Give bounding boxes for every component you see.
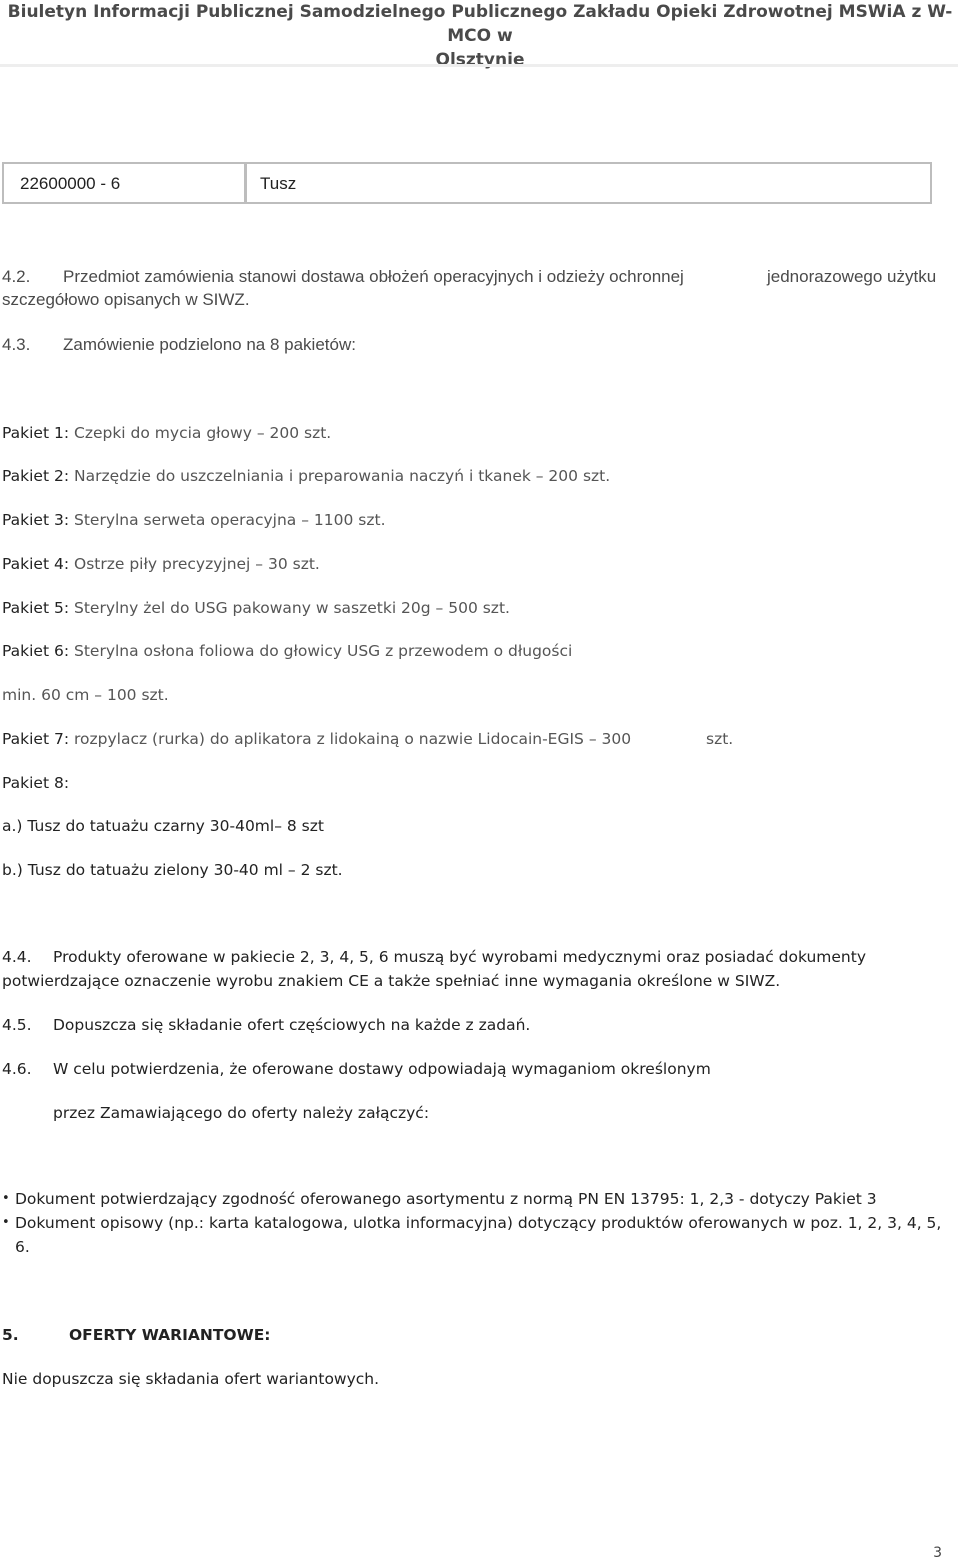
- header-divider: [0, 64, 958, 67]
- cpv-code: 22600000 - 6: [20, 174, 121, 193]
- pakiet-3: [2, 511, 386, 529]
- section-4-5-text: Dopuszcza się składanie ofert częściowych na każde z zadań.: [53, 1016, 531, 1034]
- pakiet-2: [2, 467, 610, 485]
- pakiet-4: [2, 555, 320, 573]
- section-5-number: 5.: [2, 1326, 19, 1344]
- section-4-2-number: 4.2.: [2, 267, 31, 286]
- section-4-4-number: 4.4.: [2, 948, 32, 966]
- pakiet-6-line-2: min. 60 cm – 100 szt.: [2, 686, 169, 704]
- pakiet-5: [2, 599, 510, 617]
- section-4-3-number: 4.3.: [2, 335, 31, 354]
- pakiet-text: Narzędzie do uszczelniania i preparowania naczyń i tkanek – 200 szt.: [74, 467, 611, 485]
- pakiet-label: Pakiet 7:: [2, 730, 70, 748]
- header-title-line-2: Olsztynie: [435, 50, 525, 70]
- pakiet-8-label: Pakiet 8:: [2, 774, 70, 792]
- pakiet-label: Pakiet 2:: [2, 467, 70, 485]
- pakiet-8-item-a: a.) Tusz do tatuażu czarny 30-40ml– 8 szt: [2, 817, 324, 835]
- section-5-title: OFERTY WARIANTOWE:: [69, 1326, 271, 1344]
- pakiet-text: Czepki do mycia głowy – 200 szt.: [74, 424, 332, 442]
- cpv-table: [2, 162, 932, 204]
- section-4-2-text: Przedmiot zamówienia stanowi dostawa obłożeń operacyjnych i odzieży ochronnej: [63, 267, 684, 286]
- page-header-title: [0, 0, 960, 72]
- section-4-2-text-right: jednorazowego użytku: [767, 267, 937, 286]
- pakiet-7-text-right: szt.: [706, 730, 734, 748]
- pakiet-7: [2, 730, 631, 748]
- list-item: • Dokument potwierdzający zgodność oferowanego asortymentu z normą PN EN 13795: 1, 2,3 - dotyczy Pakiet 3: [0, 1187, 958, 1211]
- cpv-name: Tusz: [260, 174, 297, 193]
- pakiet-label: Pakiet 3:: [2, 511, 70, 529]
- documents-list: [0, 1187, 958, 1259]
- pakiet-label: Pakiet 5:: [2, 599, 70, 617]
- pakiet-text: Ostrze piły precyzyjnej – 30 szt.: [74, 555, 320, 573]
- pakiet-text: Sterylny żel do USG pakowany w saszetki 20g – 500 szt.: [74, 599, 510, 617]
- pakiet-label: Pakiet 1:: [2, 424, 70, 442]
- pakiet-text: Sterylna osłona foliowa do głowicy USG z przewodem o długości: [74, 642, 573, 660]
- section-5-text: Nie dopuszcza się składania ofert wariantowych.: [2, 1370, 380, 1388]
- section-4-4-text-line-2: potwierdzające oznaczenie wyrobu znakiem CE a także spełniać inne wymagania określone w SIWZ.: [2, 972, 781, 990]
- section-4-6-number: 4.6.: [2, 1060, 32, 1078]
- pakiet-8-item-b: b.) Tusz do tatuażu zielony 30-40 ml – 2 szt.: [2, 861, 343, 879]
- pakiet-6: [2, 642, 572, 660]
- section-4-6-text: W celu potwierdzenia, że oferowane dostawy odpowiadają wymaganiom określonym: [53, 1060, 711, 1078]
- section-4-6-text-line-2: przez Zamawiającego do oferty należy załączyć:: [53, 1104, 430, 1122]
- list-item: • Dokument opisowy (np.: karta katalogowa, ulotka informacyjna) dotyczący produktów oferowanych w poz. 1, 2, 3, 4, 5, 6.: [0, 1211, 958, 1259]
- pakiet-text: rozpylacz (rurka) do aplikatora z lidokainą o nazwie Lidocain-EGIS – 300: [74, 730, 632, 748]
- page-number: 3: [933, 1545, 942, 1561]
- section-4-5-number: 4.5.: [2, 1016, 32, 1034]
- cpv-column-divider: [244, 162, 247, 204]
- section-4-4-text: Produkty oferowane w pakiecie 2, 3, 4, 5, 6 muszą być wyrobami medycznymi oraz posiadać dokumenty: [53, 948, 867, 966]
- section-4-2-text-line-2: szczegółowo opisanych w SIWZ.: [2, 290, 250, 309]
- pakiet-label: Pakiet 6:: [2, 642, 70, 660]
- section-4-3-text: Zamówienie podzielono na 8 pakietów:: [63, 335, 356, 354]
- pakiet-text: Sterylna serweta operacyjna – 1100 szt.: [74, 511, 386, 529]
- header-title-line-1: Biuletyn Informacji Publicznej Samodzielnego Publicznego Zakładu Opieki Zdrowotnej MSWiA z W-MCO w: [7, 2, 953, 46]
- pakiet-1: [2, 424, 331, 442]
- pakiet-label: Pakiet 4:: [2, 555, 70, 573]
